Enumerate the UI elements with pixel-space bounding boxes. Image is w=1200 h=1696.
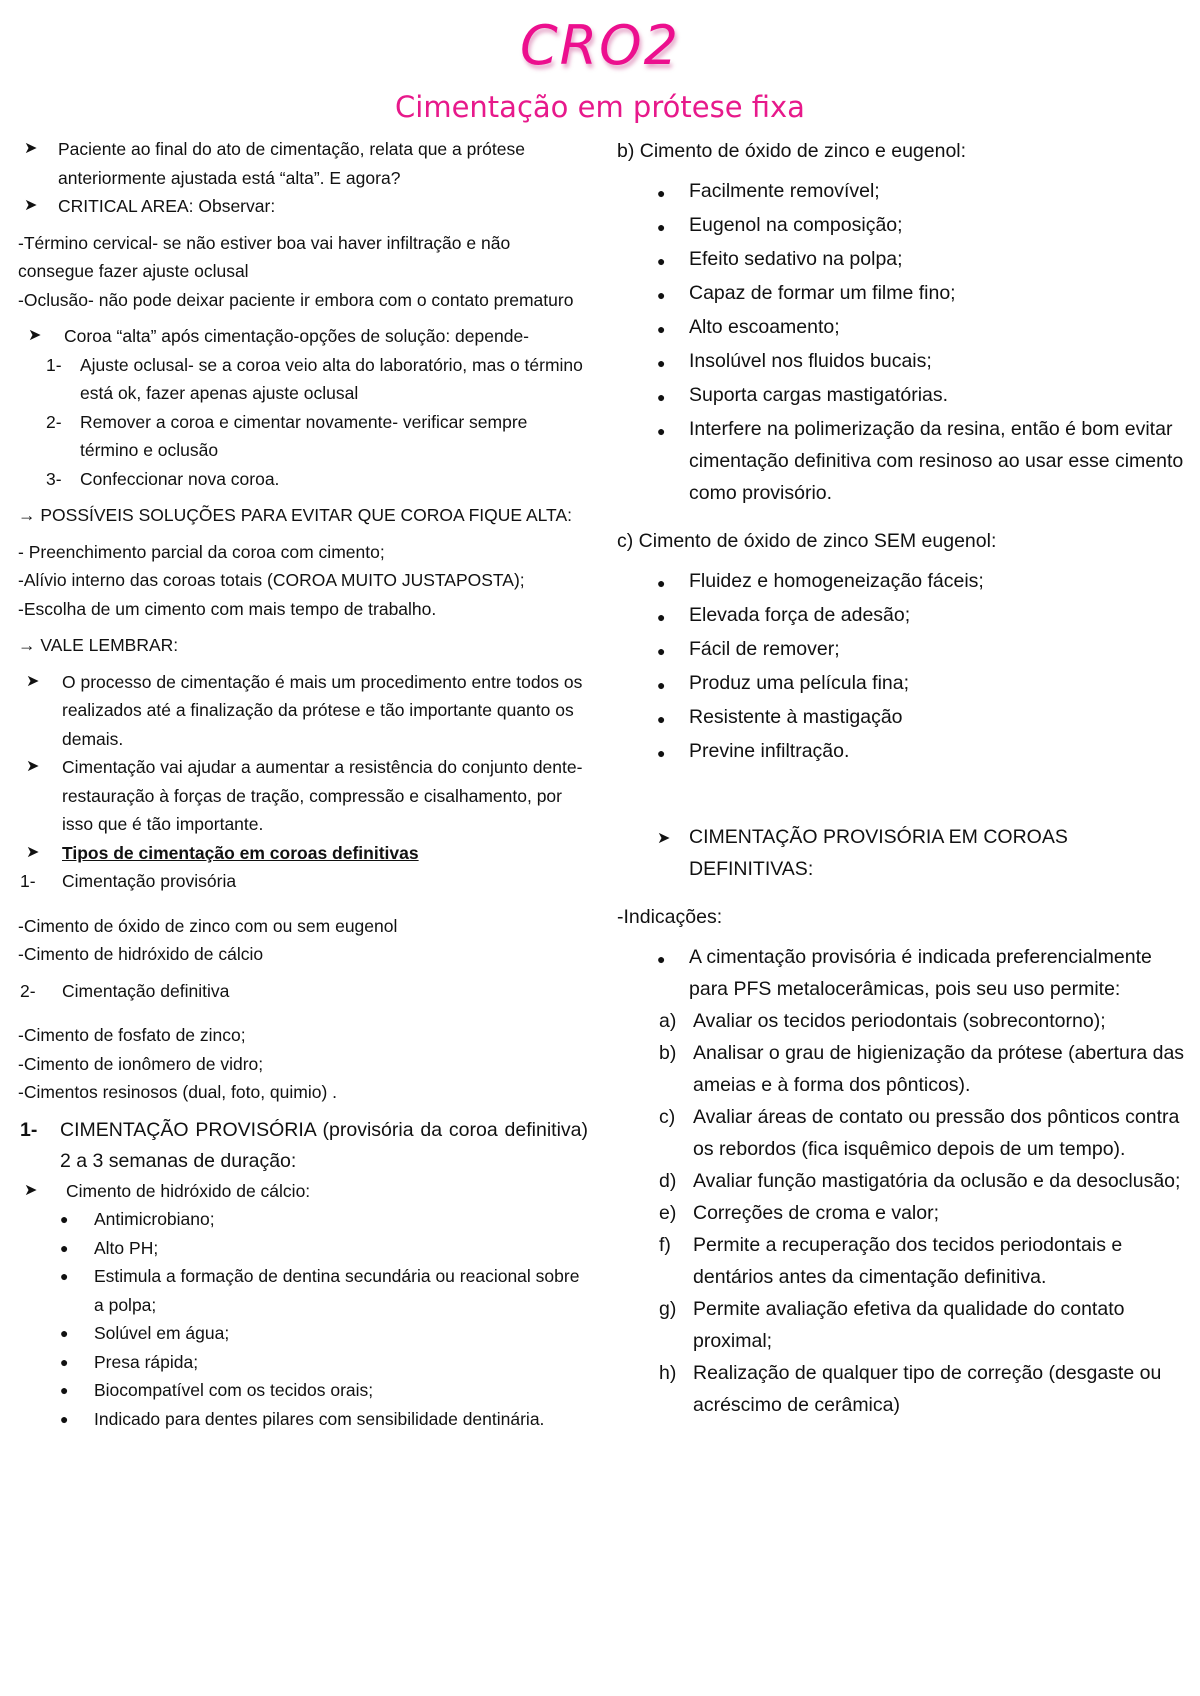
b-item: Interfere na polimerização da resina, então é bom evitar cimentação definitiva com resinoso ao usar esse cimento como provisório.	[689, 418, 1184, 504]
list-item	[617, 1037, 1185, 1101]
list-item	[617, 565, 1185, 599]
intro-question: Paciente ao final do ato de cimentação, relata que a prótese anteriormente ajustada está “alta”. E agora?	[58, 139, 525, 188]
letter-text: Correções de croma e valor;	[693, 1202, 940, 1224]
list-item	[18, 1319, 588, 1348]
hidroxido-item: Solúvel em água;	[94, 1323, 230, 1343]
letter-text: Avaliar função mastigatória da oclusão e da desoclusão;	[693, 1170, 1181, 1192]
list-item	[18, 867, 588, 896]
bullet-icon: ●	[60, 1325, 69, 1341]
arrow-bullet-icon: ➤	[28, 327, 42, 344]
bullet-icon: ●	[657, 575, 666, 591]
c-item: Elevada força de adesão;	[689, 604, 911, 626]
bullet-icon: ●	[657, 745, 666, 761]
list-item	[617, 1165, 1185, 1197]
list-item	[617, 1197, 1185, 1229]
tipo-text: Cimentação definitiva	[62, 980, 230, 1001]
list-item	[617, 413, 1185, 509]
list-item	[617, 633, 1185, 667]
indic-bullet: A cimentação provisória é indicada preferencialmente para PFS metalocerâmicas, pois seu uso permite:	[689, 946, 1152, 1000]
bullet-icon: ●	[657, 643, 666, 659]
list-item	[617, 175, 1185, 209]
arrow-bullet-icon: ➤	[26, 758, 40, 775]
page-title: CRO2	[519, 14, 681, 77]
list-item	[617, 277, 1185, 311]
option-text: Confeccionar nova coroa.	[80, 468, 280, 489]
letter-text: Avaliar áreas de contato ou pressão dos pônticos contra os rebordos (fica isquêmico depois de um tempo).	[693, 1106, 1180, 1160]
page-subtitle: Cimentação em prótese fixa	[395, 90, 805, 124]
arrow-bullet-icon: ➤	[24, 1181, 38, 1199]
vale-item: O processo de cimentação é mais um procedimento entre todos os realizados até a finalização da prótese e tão importante quanto os demais.	[62, 671, 583, 749]
b-item: Facilmente removível;	[689, 180, 880, 202]
bullet-icon: ●	[657, 423, 666, 439]
bullet-icon: ●	[657, 287, 666, 303]
list-item	[617, 1101, 1185, 1165]
letter-marker: a)	[659, 1010, 677, 1032]
b-item: Efeito sedativo na polpa;	[689, 248, 903, 270]
coroa-alta-text: Coroa “alta” após cimentação-opções de solução: depende-	[64, 326, 530, 346]
hidroxido-heading: Cimento de hidróxido de cálcio:	[66, 1180, 311, 1201]
list-item	[617, 1357, 1185, 1421]
list-item	[617, 209, 1185, 243]
list-item	[617, 345, 1185, 379]
c-item: Fluidez e homogeneização fáceis;	[689, 570, 984, 592]
bullet-icon: ●	[60, 1353, 69, 1370]
bullet-icon: ●	[657, 609, 666, 625]
letter-text: Realização de qualquer tipo de correção (desgaste ou acréscimo de cerâmica)	[693, 1362, 1162, 1416]
hidroxido-item: Estimula a formação de dentina secundária ou reacional sobre a polpa;	[94, 1266, 580, 1315]
option-number: 1-	[46, 354, 62, 375]
list-item	[18, 408, 588, 465]
letter-text: Analisar o grau de higienização da prótese (abertura das ameias e à forma dos pônticos).	[693, 1042, 1185, 1096]
list-item	[18, 977, 588, 1006]
letter-marker: e)	[659, 1202, 677, 1224]
list-item	[18, 668, 588, 754]
list-item	[617, 243, 1185, 277]
list-item	[617, 667, 1185, 701]
arrow-bullet-icon: ➤	[26, 672, 40, 690]
list-item	[617, 599, 1185, 633]
prov-heading: CIMENTAÇÃO PROVISÓRIA EM COROAS DEFINITIVAS:	[689, 826, 1068, 880]
arrow-bullet-icon: ➤	[24, 197, 38, 214]
b-item: Insolúvel nos fluidos bucais;	[689, 350, 932, 372]
list-item	[18, 322, 588, 351]
b-item: Eugenol na composição;	[689, 214, 903, 236]
possiveis-line: -Escolha de um cimento com mais tempo de trabalho.	[18, 598, 437, 619]
bullet-icon: ●	[657, 951, 666, 967]
list-item	[18, 1234, 588, 1263]
bullet-icon: ●	[657, 389, 666, 405]
bullet-icon: ●	[657, 185, 666, 201]
list-item	[18, 1177, 588, 1206]
bullet-icon: ●	[60, 1382, 69, 1398]
tipo1-line: -Cimento de óxido de zinco com ou sem eugenol	[18, 915, 398, 936]
letter-marker: g)	[659, 1298, 677, 1320]
list-item	[617, 1005, 1185, 1037]
tipo1-line: -Cimento de hidróxido de cálcio	[18, 944, 264, 964]
bullet-icon: ●	[60, 1211, 69, 1227]
list-item	[18, 135, 588, 192]
bullet-icon: ●	[60, 1268, 69, 1284]
letter-marker: b)	[659, 1042, 677, 1064]
left-column	[18, 135, 588, 1433]
letter-marker: f)	[659, 1234, 671, 1256]
hidroxido-item: Biocompatível com os tecidos orais;	[94, 1380, 374, 1400]
b-heading: b) Cimento de óxido de zinco e eugenol:	[617, 140, 967, 162]
bullet-icon: ●	[657, 219, 666, 235]
c-item: Fácil de remover;	[689, 638, 840, 660]
bullet-icon: ●	[657, 677, 666, 693]
list-item	[617, 1293, 1185, 1357]
letter-text: Permite a recuperação dos tecidos periodontais e dentários antes da cimentação definitiva.	[693, 1234, 1123, 1288]
tipos-heading: Tipos de cimentação em coroas definitivas	[62, 842, 419, 863]
b-item: Suporta cargas mastigatórias.	[689, 384, 949, 406]
tipo2-line: -Cimento de ionômero de vidro;	[18, 1053, 264, 1074]
tipo-number: 2-	[20, 980, 36, 1001]
list-item	[18, 192, 588, 221]
list-item	[617, 941, 1185, 1005]
arrow-bullet-icon: ➤	[657, 830, 671, 847]
list-item	[18, 465, 588, 494]
letter-text: Permite avaliação efetiva da qualidade do contato proximal;	[693, 1298, 1125, 1352]
possiveis-line: -Alívio interno das coroas totais (COROA MUITO JUSTAPOSTA);	[18, 570, 525, 590]
list-item	[617, 379, 1185, 413]
possiveis-line: - Preenchimento parcial da coroa com cimento;	[18, 541, 385, 562]
c-item: Resistente à mastigação	[689, 706, 903, 728]
option-text: Ajuste oclusal- se a coroa veio alta do laboratório, mas o término está ok, fazer apenas ajuste oclusal	[80, 354, 583, 403]
right-column	[617, 135, 1185, 1421]
hidroxido-item: Alto PH;	[94, 1237, 159, 1258]
section-text: CIMENTAÇÃO PROVISÓRIA (provisória da coroa definitiva) 2 a 3 semanas de duração:	[60, 1118, 588, 1172]
list-item	[617, 311, 1185, 345]
c-item: Produz uma película fina;	[689, 672, 910, 694]
bullet-icon: ●	[657, 711, 666, 727]
section-number: 1-	[20, 1118, 38, 1141]
letter-text: Avaliar os tecidos periodontais (sobrecontorno);	[693, 1010, 1106, 1032]
bullet-icon: ●	[657, 253, 666, 269]
list-item	[18, 1405, 588, 1434]
bullet-icon: ●	[657, 321, 666, 337]
section-heading	[18, 1115, 588, 1177]
list-item	[617, 1229, 1185, 1293]
hidroxido-item: Indicado para dentes pilares com sensibilidade dentinária.	[94, 1408, 545, 1429]
list-item	[18, 1376, 588, 1405]
c-item: Previne infiltração.	[689, 740, 850, 762]
letter-marker: c)	[659, 1106, 676, 1128]
list-item	[617, 735, 1185, 769]
indicacoes-label: -Indicações:	[617, 906, 723, 928]
tipo2-line: -Cimentos resinosos (dual, foto, quimio) .	[18, 1082, 338, 1102]
list-item	[18, 839, 588, 868]
letter-marker: h)	[659, 1362, 677, 1384]
critical-area-heading: CRITICAL AREA: Observar:	[58, 196, 276, 216]
bullet-icon: ●	[60, 1239, 69, 1256]
list-item	[18, 753, 588, 839]
critical-line: -Oclusão- não pode deixar paciente ir embora com o contato prematuro	[18, 289, 574, 310]
list-item	[617, 701, 1185, 735]
tipo-number: 1-	[20, 871, 36, 891]
list-item	[617, 821, 1185, 885]
vale-item: Cimentação vai ajudar a aumentar a resistência do conjunto dente-restauração à forças de tração, compressão e cisalhamento, por isso que é tão importante.	[62, 757, 583, 834]
list-item	[18, 1348, 588, 1377]
hidroxido-item: Antimicrobiano;	[94, 1209, 215, 1229]
tipo2-line: -Cimento de fosfato de zinco;	[18, 1025, 246, 1045]
list-item	[18, 1205, 588, 1234]
bullet-icon: ●	[657, 355, 666, 371]
option-text: Remover a coroa e cimentar novamente- verificar sempre término e oclusão	[80, 411, 528, 460]
hidroxido-item: Presa rápida;	[94, 1351, 199, 1372]
arrow-bullet-icon: ➤	[24, 140, 38, 157]
list-item	[18, 1262, 588, 1319]
bullet-icon: ●	[60, 1410, 69, 1427]
letter-marker: d)	[659, 1170, 677, 1192]
option-number: 3-	[46, 468, 62, 489]
critical-line: -Término cervical- se não estiver boa vai haver infiltração e não consegue fazer ajuste oclusal	[18, 232, 511, 281]
b-item: Capaz de formar um filme fino;	[689, 282, 956, 304]
vale-heading: → VALE LEMBRAR:	[18, 635, 179, 655]
option-number: 2-	[46, 411, 62, 432]
tipo-text: Cimentação provisória	[62, 871, 237, 891]
list-item	[18, 351, 588, 408]
c-heading: c) Cimento de óxido de zinco SEM eugenol:	[617, 530, 997, 552]
b-item: Alto escoamento;	[689, 316, 840, 338]
possiveis-heading: → POSSÍVEIS SOLUÇÕES PARA EVITAR QUE COROA FIQUE ALTA:	[18, 505, 572, 525]
arrow-bullet-icon: ➤	[26, 843, 40, 861]
